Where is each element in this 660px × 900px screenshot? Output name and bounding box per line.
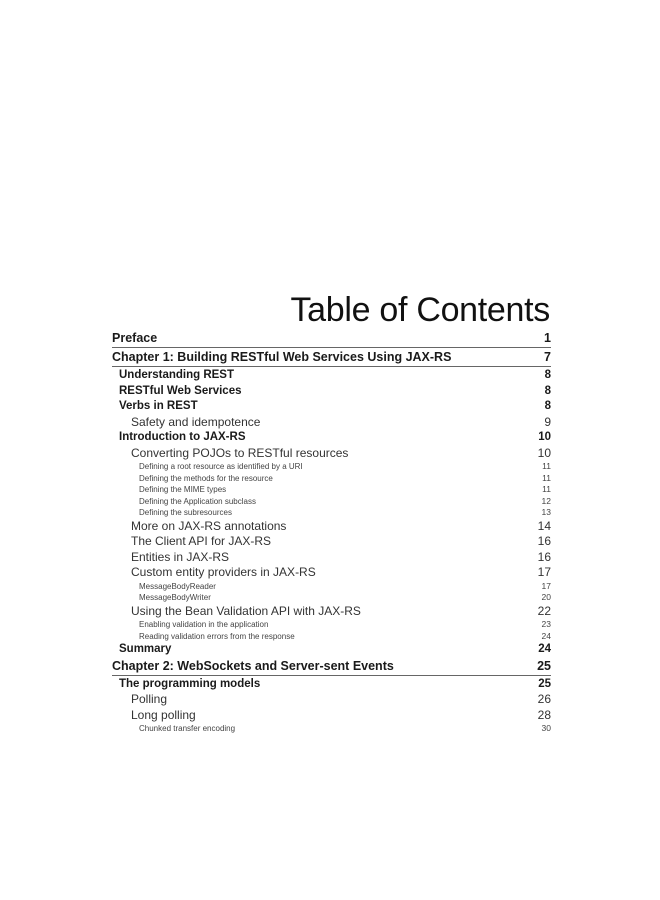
toc-entry-title: Understanding REST bbox=[119, 369, 235, 381]
toc-entry[interactable] bbox=[112, 723, 551, 735]
toc-entry[interactable] bbox=[112, 473, 551, 485]
toc-entry-page: 11 bbox=[542, 461, 551, 471]
toc-entry-page: 17 bbox=[537, 565, 551, 579]
toc-entry-title: Defining the subresources bbox=[139, 508, 232, 517]
toc-entry-title: Enabling validation in the application bbox=[139, 620, 269, 629]
toc-entry-title: Reading validation errors from the response bbox=[139, 631, 295, 641]
toc-entry-title: Chapter 1: Building RESTful Web Services Using JAX-RS bbox=[112, 350, 452, 364]
toc-entry[interactable] bbox=[112, 631, 551, 643]
toc-entry-title: Converting POJOs to RESTful resources bbox=[131, 445, 349, 460]
toc-entry-title: Entities in JAX-RS bbox=[131, 549, 230, 564]
toc-entry[interactable] bbox=[112, 446, 551, 462]
toc-entry-title: RESTful Web Services bbox=[119, 384, 242, 397]
toc-entry[interactable] bbox=[112, 368, 551, 384]
toc-entry-title: Defining the methods for the resource bbox=[139, 473, 273, 483]
toc-entry[interactable] bbox=[112, 399, 551, 415]
toc-entry[interactable] bbox=[112, 592, 551, 604]
toc-entry[interactable] bbox=[112, 415, 551, 431]
toc-entry[interactable] bbox=[112, 565, 551, 581]
toc-entry[interactable] bbox=[112, 550, 551, 566]
toc-entry-title: Summary bbox=[119, 643, 172, 655]
toc-entry-page: 11 bbox=[542, 472, 551, 483]
toc-entry-chapter-2[interactable] bbox=[112, 658, 551, 676]
toc-entry[interactable] bbox=[112, 507, 551, 519]
toc-entry-page: 16 bbox=[537, 549, 551, 564]
toc-entry[interactable] bbox=[112, 461, 551, 473]
toc-entry[interactable] bbox=[112, 604, 551, 620]
toc-entry[interactable] bbox=[112, 496, 551, 508]
toc-entry-title: Defining the MIME types bbox=[139, 485, 227, 494]
toc-entry-title: Preface bbox=[112, 331, 158, 345]
toc-entry[interactable] bbox=[112, 708, 551, 724]
toc-entry-title: Chunked transfer encoding bbox=[139, 724, 236, 733]
toc-entry-page: 23 bbox=[541, 619, 551, 629]
toc-entry[interactable] bbox=[112, 384, 551, 400]
toc-entry[interactable] bbox=[112, 519, 551, 535]
toc-entry-title: Defining the Application subclass bbox=[139, 496, 256, 506]
page-title: Table of Contents bbox=[290, 290, 550, 329]
toc-entry-page: 9 bbox=[544, 414, 551, 429]
toc-entry-title: Custom entity providers in JAX-RS bbox=[131, 565, 316, 579]
toc-entry-title: Verbs in REST bbox=[119, 400, 198, 412]
toc-entry[interactable] bbox=[112, 677, 551, 693]
toc-entry-page: 22 bbox=[537, 603, 551, 618]
toc-entry-title: The programming models bbox=[119, 677, 261, 690]
toc-entry-title: MessageBodyReader bbox=[139, 581, 216, 591]
toc-entry-preface[interactable] bbox=[112, 330, 551, 348]
toc-entry-page: 26 bbox=[537, 692, 551, 706]
toc-entry-title: The Client API for JAX-RS bbox=[131, 534, 272, 548]
toc-entry-page: 11 bbox=[542, 484, 551, 494]
toc-entry-title: Polling bbox=[131, 692, 168, 706]
toc-entry-page: 13 bbox=[541, 507, 551, 517]
toc-entry-title: Safety and idempotence bbox=[131, 414, 261, 429]
toc-entry-page: 7 bbox=[544, 350, 551, 364]
toc-entry-title: Defining a root resource as identified by a URI bbox=[139, 462, 303, 471]
toc-entry-page: 14 bbox=[537, 518, 551, 533]
toc-entry-page: 20 bbox=[541, 592, 551, 602]
toc-entry[interactable] bbox=[112, 534, 551, 550]
toc-entry-page: 17 bbox=[541, 580, 551, 591]
toc-entry-page: 12 bbox=[541, 495, 551, 506]
toc-entry[interactable] bbox=[112, 642, 551, 658]
toc-entry-title: Introduction to JAX-RS bbox=[119, 431, 246, 443]
toc-entry-page: 8 bbox=[544, 400, 551, 412]
toc-entry-page: 28 bbox=[537, 707, 551, 722]
toc-entry-page: 8 bbox=[544, 384, 551, 397]
toc-entry[interactable] bbox=[112, 430, 551, 446]
toc-entry-page: 25 bbox=[538, 677, 551, 690]
toc-entry-title: MessageBodyWriter bbox=[139, 593, 211, 602]
toc-entry-page: 10 bbox=[538, 431, 551, 443]
toc-entry-page: 24 bbox=[538, 643, 551, 655]
toc-entry-title: Using the Bean Validation API with JAX-RS bbox=[131, 603, 361, 618]
toc-entry-page: 1 bbox=[544, 331, 551, 345]
toc-entry-page: 25 bbox=[537, 658, 551, 673]
toc-entry-page: 30 bbox=[541, 723, 551, 733]
toc-entry-title: More on JAX-RS annotations bbox=[131, 518, 287, 533]
toc-entry-chapter-1[interactable] bbox=[112, 349, 551, 367]
toc-entry[interactable] bbox=[112, 692, 551, 708]
toc-entry-title: Long polling bbox=[131, 707, 196, 722]
toc-entry-page: 10 bbox=[537, 445, 551, 460]
toc-entry-title: Chapter 2: WebSockets and Server-sent Events bbox=[112, 658, 394, 673]
toc-entry[interactable] bbox=[112, 484, 551, 496]
toc-entry-page: 8 bbox=[544, 369, 551, 381]
toc-entry[interactable] bbox=[112, 581, 551, 593]
toc-entry-page: 24 bbox=[541, 630, 551, 641]
table-of-contents bbox=[112, 330, 551, 735]
toc-entry[interactable] bbox=[112, 619, 551, 631]
toc-entry-page: 16 bbox=[537, 534, 551, 548]
